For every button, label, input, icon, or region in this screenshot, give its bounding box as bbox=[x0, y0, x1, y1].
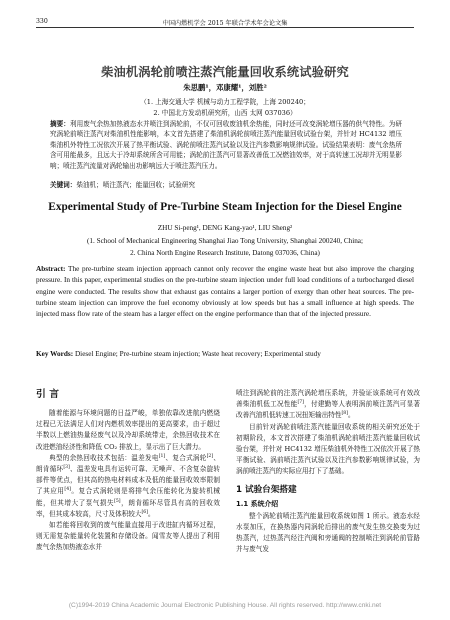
text-run: 。 bbox=[148, 509, 155, 518]
english-authors: ZHU Si-peng¹, DENG Kang-yao¹, LIU Sheng² bbox=[157, 224, 293, 232]
english-abstract bbox=[36, 264, 414, 320]
chinese-keywords-label: 关键词： bbox=[50, 181, 77, 189]
chinese-affiliation-1: （1. 上海交通大学 机械与动力工程学院，上海 200240； bbox=[140, 98, 310, 106]
citation-ref: [4] bbox=[64, 487, 71, 493]
text-run: 、复合式涡轮 bbox=[165, 453, 207, 462]
intro-paragraph-2 bbox=[36, 453, 220, 520]
english-keywords-label: Key Words: bbox=[36, 350, 74, 358]
chinese-title: 柴油机涡轮前喷注蒸汽能量回收系统试验研究 bbox=[101, 65, 349, 79]
text-run: 。复合式涡轮则是将排气余压能转化为旋转机械能，但其增大了泵气损失 bbox=[36, 487, 221, 507]
intro-paragraph-5: 目前针对涡轮前喷注蒸汽能量回收系统的相关研究还处于初期阶段，本文首次搭建了柴油机涡轮前喷注蒸汽能量回收试验台架，并针对 HC4132 增压柴油机外特性工况依次开展了热平衡试验、涡前喷注蒸汽试验以及注汽参数影响规律试验，为涡前喷注蒸汽的实际应用打下了基础。 bbox=[236, 422, 420, 476]
section-1-1-paragraph: 整个涡轮前喷注蒸汽能量回收系统如图 1 所示。液态水经水泵加压，在换热器内同涡轮后排出的废气发生热交换变为过热蒸汽，过热蒸汽经注汽阀和旁通阀的控制喷注到涡轮前管路并与废气发 bbox=[236, 511, 420, 554]
english-affiliation-2: 2. China North Engine Research Institute, Datong 037036, China) bbox=[130, 249, 320, 257]
running-header bbox=[36, 16, 414, 28]
english-keywords bbox=[36, 350, 414, 358]
chinese-abstract-text: 利用废气余热加热液态水并喷注到涡轮前，不仅可回收废油机余热能，同时还可改变涡轮增压器的供气特性。为研究涡轮前喷注蒸汽对柴油机性能影响，本文首先搭建了柴油机涡轮前喷注蒸汽能量回收试验台架，并针对 HC4132 增压柴油机外特性工况依次开展了热平衡试验、涡轮前喷注蒸汽试验以及注汽参数影响规律试验。试验结果表明：废气余热所含可用能最多，且远大于冷却系统所含可用能；涡轮前注蒸汽可显著改善低工况燃油效率，对于高转速工况却并无明显影响；喷注蒸汽流量对涡轮输出功影响远大于喷注蒸汽压力。 bbox=[50, 120, 403, 170]
chinese-affiliation-2: 2. 中国北方发动机研究所，山西 太网 037036） bbox=[153, 109, 297, 117]
english-title: Experimental Study of Pre-Turbine Steam Injection for the Diesel Engine bbox=[48, 201, 402, 213]
citation-ref: [2] bbox=[206, 453, 214, 459]
copyright-footer: (C)1994-2019 China Academic Journal Electronic Publishing House. All rights reserved. http://www.cnki.net bbox=[68, 602, 382, 609]
text-run: ，朗肯循环尽管具有高的回收效率，但其成本较高，尺寸及体积较大 bbox=[36, 498, 221, 518]
chinese-authors: 朱思鹏¹，邓康耀¹，刘胜² bbox=[183, 83, 267, 92]
english-keywords-text: Diesel Engine; Pre-turbine steam injection; Waste heat recovery; Experimental study bbox=[74, 350, 321, 358]
citation-ref: [8] bbox=[341, 411, 349, 417]
english-abstract-text: The pre-turbine steam injection approach cannot only recover the engine waste heat but also improve the charging pressure. In this paper, experimental studies on the pre-turbine steam injection under full load conditions of a turbocharged diesel engine were conducted. The results show that exhaust gas contains a larger portion of exergy than other heat sources. The pre-turbine steam injection can improve the fuel economy obviously at low speeds but has a small influence at high speeds. The injected mass flow rate of the steam has a larger effect on the engine performance than that of the injected pressure. bbox=[36, 265, 414, 319]
text-run: 、温差发电具有运转可靠、无噪声、不含复杂旋转部件等优点，但其高的热电材料成本及低的能量回收效率限制了其应用 bbox=[36, 465, 221, 496]
section-1-1-heading: 1.1 系统介绍 bbox=[236, 499, 279, 508]
text-run: 典型的余热回收技术包括：温差发电 bbox=[49, 453, 159, 462]
intro-paragraph-1: 随着能源与环境问题的日益严峻，单独依靠改进航内燃烧过程已无法满足人们对内燃机效率提出的更高要求，由于超过半数以上燃油热量经废气以及冷却系统带走，余热回收技术在改进燃油经济性和降低 CO₂ 排放上，显示出了巨大潜力。 bbox=[36, 409, 220, 451]
text-run: ，付建勤等人表明涡前喷注蒸汽可显著改善汽油机低转速工况扭矩输出特性 bbox=[236, 400, 420, 420]
text-run: 喷注到涡轮前的注蒸汽涡轮增压系统，并验证该系统可有效改善柴油机低工况性能 bbox=[236, 389, 420, 409]
text-run: 。 bbox=[348, 411, 355, 420]
intro-heading: 引 言 bbox=[36, 389, 60, 400]
intro-paragraph-4 bbox=[236, 388, 420, 422]
citation-ref: [1] bbox=[158, 453, 166, 459]
english-affiliation-1: (1. School of Mechanical Engineering Shanghai Jiao Tong University, Shanghai 200240, China; bbox=[87, 237, 363, 245]
citation-ref: [6] bbox=[141, 509, 149, 515]
chinese-keywords bbox=[50, 179, 402, 189]
english-abstract-label: Abstract: bbox=[36, 265, 66, 273]
citation-ref: [3] bbox=[63, 464, 70, 470]
citation-ref: [7] bbox=[297, 400, 304, 406]
body-column-left bbox=[36, 388, 220, 554]
text-run: 、朗肯循环 bbox=[36, 453, 221, 474]
journal-title: 中国内燃机学会 2015 年联合学术年会论文集 bbox=[162, 20, 288, 27]
chinese-keywords-text: 柴油机；喷注蒸汽；能量回收；试验研究 bbox=[76, 181, 196, 189]
chinese-abstract-label: 摘要： bbox=[50, 120, 70, 128]
page-number: 330 bbox=[36, 18, 48, 25]
body-column-right bbox=[236, 388, 420, 555]
citation-ref: [5] bbox=[114, 498, 121, 504]
section-1-heading: 1 试验台架搭建 bbox=[236, 484, 297, 495]
chinese-abstract bbox=[50, 119, 402, 171]
intro-paragraph-3: 如若能将回收到的废气能量直接用于改进缸内循环过程，则无需复杂能量转化装置和存储设备。闻雪友等人提出了利用废气余热加热液态水并 bbox=[36, 521, 220, 552]
